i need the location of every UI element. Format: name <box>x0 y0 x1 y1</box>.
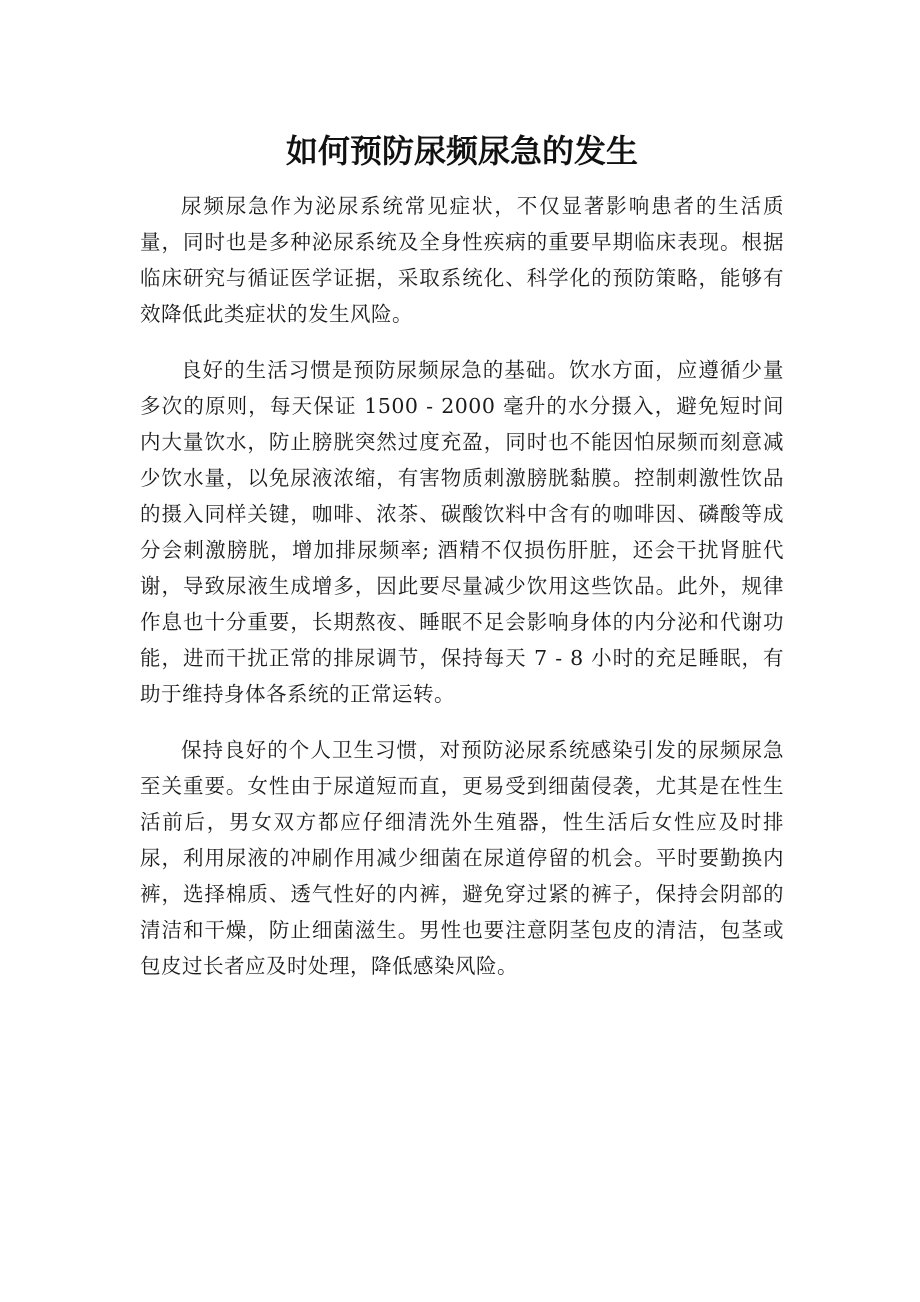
paragraph-hygiene: 保持良好的个人卫生习惯，对预防泌尿系统感染引发的尿频尿急至关重要。女性由于尿道短而直，更易受到细菌侵袭，尤其是在性生活前后，男女双方都应仔细清洗外生殖器，性生活后女性应及时排尿，利用尿液的冲刷作用减少细菌在尿道停留的机会。平时要勤换内裤，选择棉质、透气性好的内裤，避免穿过紧的裤子，保持会阴部的清洁和干燥，防止细菌滋生。男性也要注意阴茎包皮的清洁，包茎或包皮过长者应及时处理，降低感染风险。 <box>140 738 784 978</box>
page-title: 如何预防尿频尿急的发生 <box>285 132 638 170</box>
paragraph-lifestyle: 良好的生活习惯是预防尿频尿急的基础。饮水方面，应遵循少量多次的原则，每天保证 1500 - 2000 毫升的水分摄入，避免短时间内大量饮水，防止膀胱突然过度充盈，同时也不能因怕尿频而刻意减少饮水量，以免尿液浓缩，有害物质刺激膀胱黏膜。控制刺激性饮品的摄入同样关键，咖啡、浓茶、碳酸饮料中含有的咖啡因、磷酸等成分会刺激膀胱，增加排尿频率; 酒精不仅损伤肝脏，还会干扰肾脏代谢，导致尿液生成增多，因此要尽量减少饮用这些饮品。此外，规律作息也十分重要，长期熬夜、睡眠不足会影响身体的内分泌和代谢功能，进而干扰正常的排尿调节，保持每天 7 - 8 小时的充足睡眠，有助于维持身体各系统的正常运转。 <box>140 358 784 706</box>
paragraph-intro: 尿频尿急作为泌尿系统常见症状，不仅显著影响患者的生活质量，同时也是多种泌尿系统及全身性疾病的重要早期临床表现。根据临床研究与循证医学证据，采取系统化、科学化的预防策略，能够有效降低此类症状的发生风险。 <box>140 194 784 326</box>
document-page <box>140 128 784 984</box>
